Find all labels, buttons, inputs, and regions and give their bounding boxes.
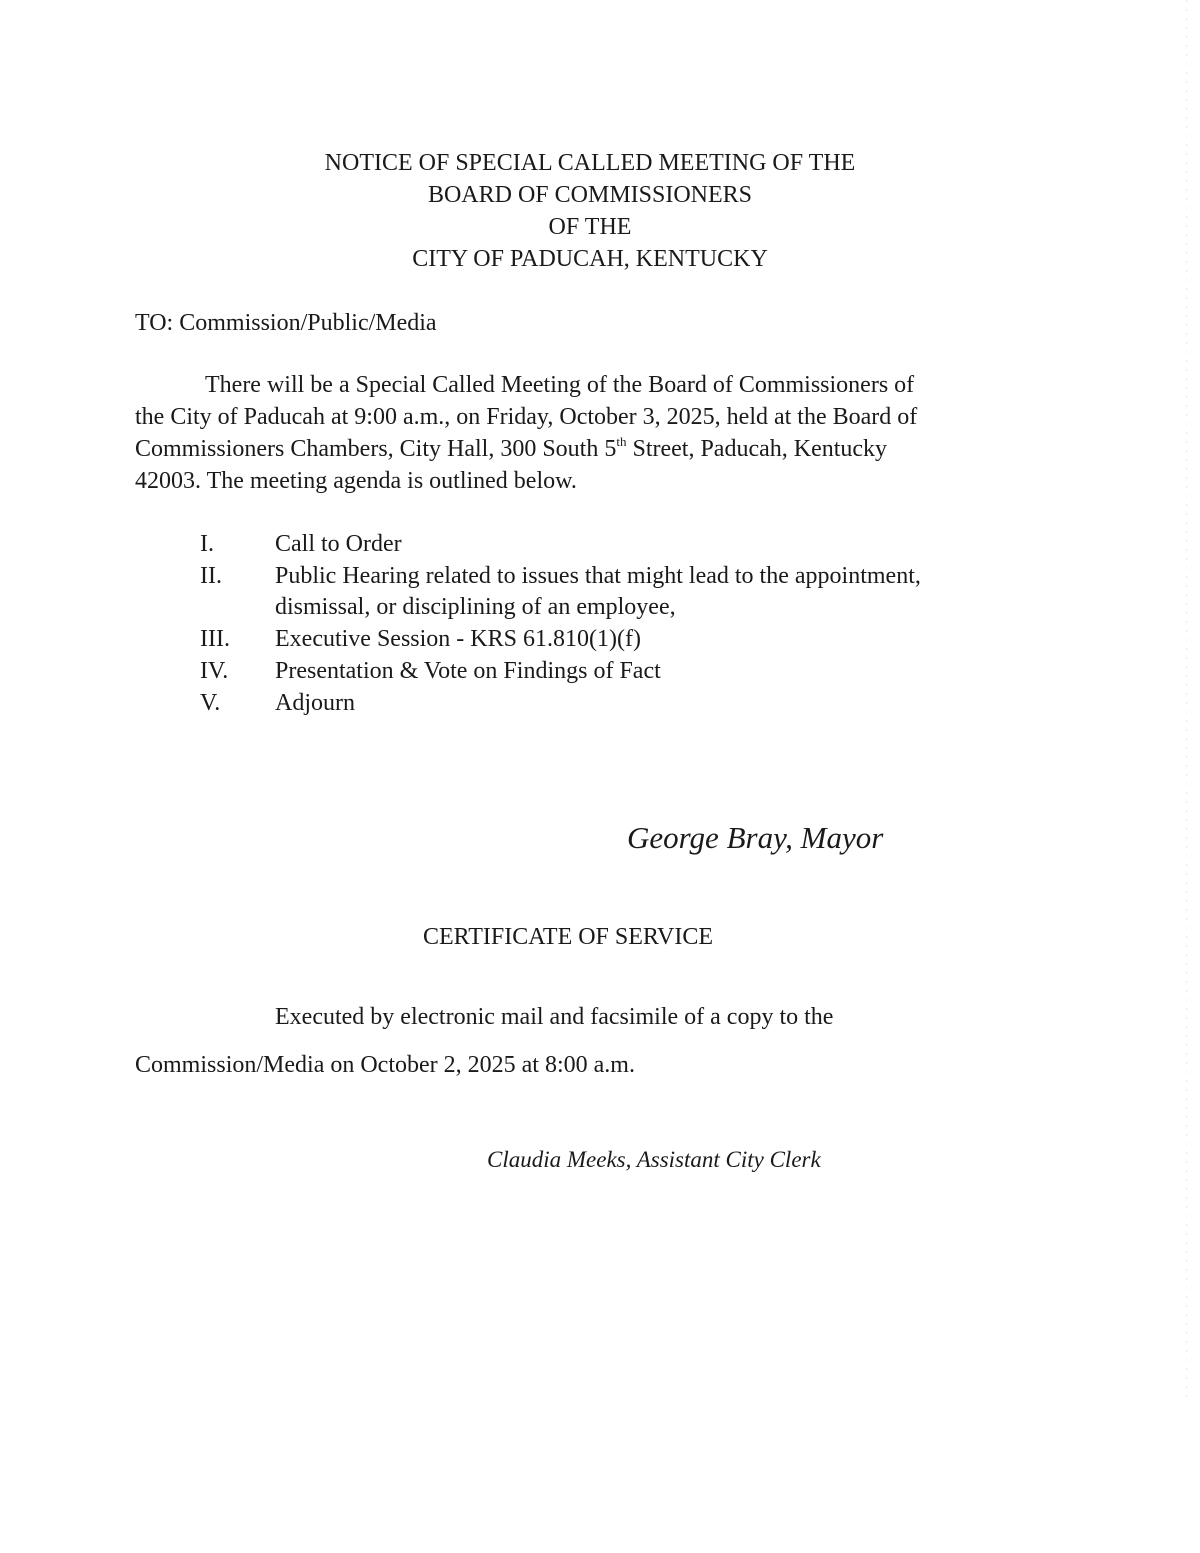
agenda-item — [0, 687, 1100, 719]
title-line: OF THE — [548, 214, 632, 240]
title-line: NOTICE OF SPECIAL CALLED MEETING OF THE — [324, 150, 856, 176]
body-line: the City of Paducah at 9:00 a.m., on Friday, October 3, 2025, held at the Board of — [135, 404, 918, 430]
agenda-number: IV. — [200, 658, 229, 684]
body-line — [135, 433, 887, 468]
agenda-text: Adjourn — [275, 690, 355, 716]
certificate-line: Commission/Media on October 2, 2025 at 8:00 a.m. — [135, 1052, 635, 1078]
agenda-item — [0, 655, 1100, 687]
agenda-text: Executive Session - KRS 61.810(1)(f) — [275, 626, 641, 652]
agenda-item — [0, 623, 1100, 655]
scan-edge-noise — [1186, 0, 1187, 1400]
body-text: Street, Paducah, Kentucky — [626, 436, 888, 462]
agenda-item — [0, 560, 1100, 624]
certificate-line: Executed by electronic mail and facsimile of a copy to the — [275, 1004, 834, 1030]
ordinal-suffix: th — [616, 434, 627, 449]
agenda-item — [0, 528, 1100, 560]
body-text: Commissioners Chambers, City Hall, 300 South 5 — [135, 436, 617, 462]
body-line: 42003. The meeting agenda is outlined below. — [135, 468, 577, 494]
certificate-heading: CERTIFICATE OF SERVICE — [423, 924, 713, 950]
clerk-signature: Claudia Meeks, Assistant City Clerk — [487, 1147, 821, 1172]
mayor-signature: George Bray, Mayor — [627, 820, 884, 855]
to-line: TO: Commission/Public/Media — [135, 310, 437, 336]
agenda-text: Call to Order — [275, 531, 402, 557]
body-line: There will be a Special Called Meeting of the Board of Commissioners of — [205, 372, 915, 398]
title-line: CITY OF PADUCAH, KENTUCKY — [412, 246, 768, 272]
agenda-text: Presentation & Vote on Findings of Fact — [275, 658, 661, 684]
agenda-number: III. — [200, 626, 230, 652]
title-line: BOARD OF COMMISSIONERS — [427, 182, 753, 208]
agenda-text-continued: dismissal, or disciplining of an employee, — [275, 594, 676, 620]
agenda-number: V. — [200, 690, 221, 716]
agenda-number: I. — [200, 531, 214, 557]
agenda-text: Public Hearing related to issues that might lead to the appointment, — [275, 563, 921, 589]
agenda-number: II. — [200, 563, 222, 589]
